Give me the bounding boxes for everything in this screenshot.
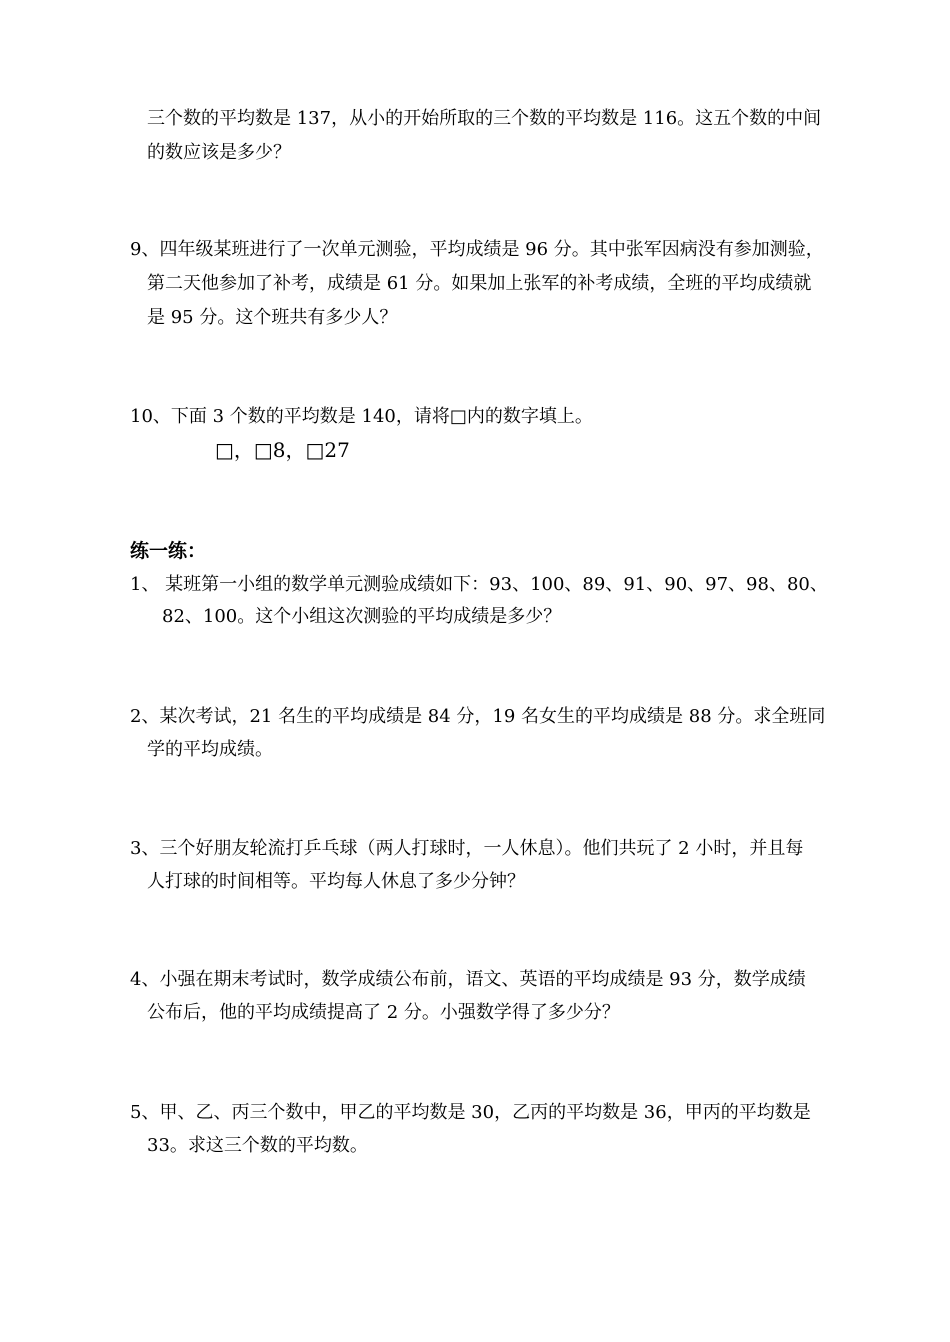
problem-9-line-1: 9、四年级某班进行了一次单元测验，平均成绩是 96 分。其中张军因病没有参加测验， — [130, 239, 824, 260]
problem-9-line-3: 是 95 分。这个班共有多少人？ — [147, 307, 398, 328]
practice-heading: 练一练： — [130, 540, 207, 562]
practice-5-line-2: 33。求这三个数的平均数。 — [147, 1135, 368, 1156]
practice-3-line-1: 3、三个好朋友轮流打乒乓球（两人打球时，一人休息）。他们共玩了 2 小时，并且每 — [130, 838, 804, 859]
problem-10-line-1: 10、下面 3 个数的平均数是 140，请将□内的数字填上。 — [130, 406, 593, 427]
practice-2-line-1: 2、某次考试，21 名生的平均成绩是 84 分，19 名女生的平均成绩是 88 分。求全班同 — [130, 706, 826, 727]
practice-2-line-2: 学的平均成绩。 — [147, 739, 273, 760]
prev-problem-line-1: 三个数的平均数是 137，从小的开始所取的三个数的平均数是 116。这五个数的中间 — [147, 108, 822, 129]
practice-1-line-1: 1、 某班第一小组的数学单元测验成绩如下：93、100、89、91、90、97、98、80、 — [130, 574, 828, 595]
practice-5-line-1: 5、甲、乙、丙三个数中，甲乙的平均数是 30，乙丙的平均数是 36，甲丙的平均数是 — [130, 1102, 811, 1123]
practice-1-line-2: 82、100。这个小组这次测验的平均成绩是多少？ — [162, 606, 562, 627]
prev-problem-line-2: 的数应该是多少？ — [147, 142, 291, 163]
problem-10-blank-boxes: □，□8，□27 — [215, 438, 350, 462]
practice-4-line-2: 公布后，他的平均成绩提高了 2 分。小强数学得了多少分？ — [147, 1002, 620, 1023]
practice-4-line-1: 4、小强在期末考试时，数学成绩公布前，语文、英语的平均成绩是 93 分，数学成绩 — [130, 969, 806, 990]
practice-3-line-2: 人打球的时间相等。平均每人休息了多少分钟？ — [147, 871, 525, 892]
problem-9-line-2: 第二天他参加了补考，成绩是 61 分。如果加上张军的补考成绩，全班的平均成绩就 — [147, 273, 812, 294]
